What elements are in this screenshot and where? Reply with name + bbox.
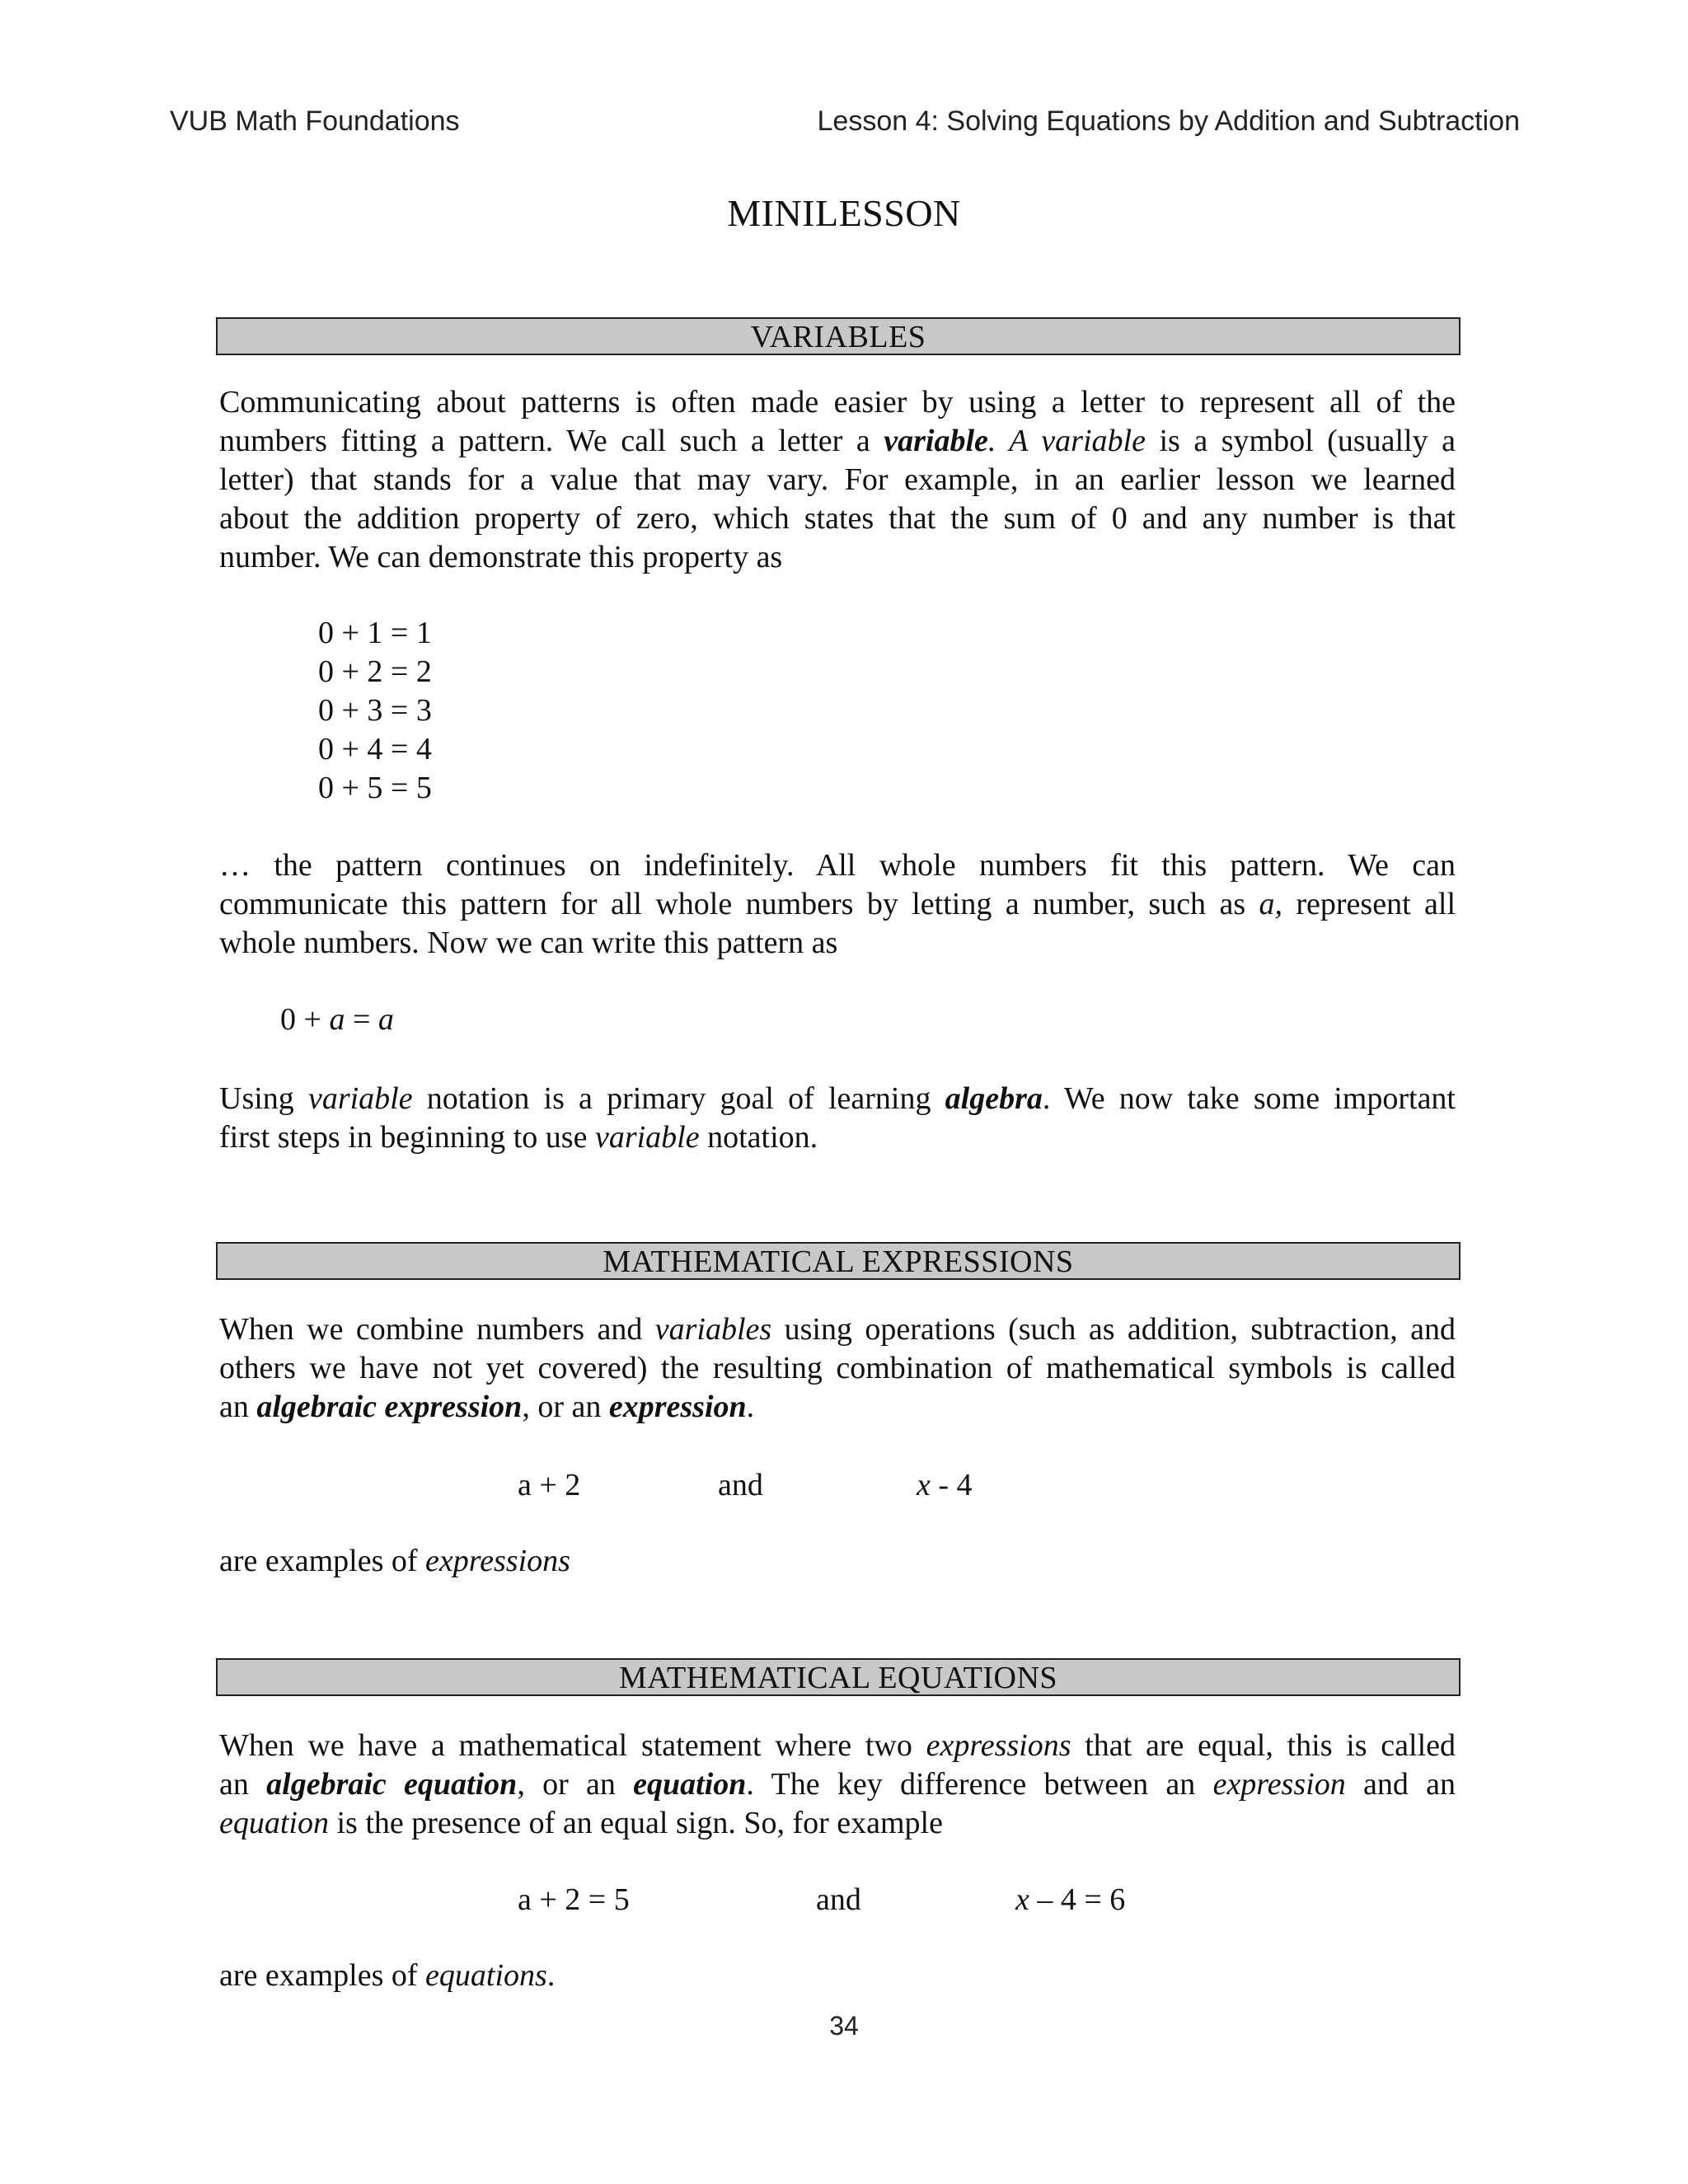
- text-line: an algebraic expression, or an expression.: [219, 1390, 755, 1424]
- text-line: Communicating about patterns is often made easier by using a letter to represent all of the: [219, 385, 1456, 419]
- expression-example-right: x - 4: [917, 1468, 973, 1502]
- equation-example-and: and: [816, 1882, 861, 1917]
- expressions-paragraph: [219, 1310, 1456, 1427]
- pattern-equation: 0 + a = a: [280, 1002, 394, 1037]
- variables-paragraph-1: [219, 383, 1456, 577]
- page-title: MINILESSON: [727, 192, 961, 234]
- equation-line: 0 + 1 = 1: [318, 616, 432, 650]
- equation-line: 0 + 4 = 4: [318, 732, 432, 766]
- equation-example-right: x – 4 = 6: [1015, 1882, 1126, 1917]
- variables-paragraph-2: [219, 846, 1456, 963]
- term-expression: expression: [608, 1390, 747, 1424]
- term-algebraic-expression: algebraic expression: [256, 1390, 523, 1424]
- term-equation: equation: [633, 1767, 747, 1802]
- section-heading-equations: MATHEMATICAL EQUATIONS: [216, 1658, 1461, 1696]
- equation-example-left: a + 2 = 5: [518, 1882, 630, 1917]
- header-course-name: VUB Math Foundations: [170, 105, 460, 137]
- text-line: When we combine numbers and variables using operations (such as addition, subtraction, and: [219, 1312, 1456, 1347]
- page-number: 34: [829, 2011, 859, 2041]
- equations-caption: are examples of equations.: [219, 1958, 556, 1993]
- section-heading-expressions: MATHEMATICAL EXPRESSIONS: [216, 1242, 1461, 1280]
- expressions-caption: are examples of expressions: [219, 1544, 570, 1578]
- text-line: communicate this pattern for all whole numbers by letting a number, such as a, represent all: [219, 887, 1456, 921]
- text-line: about the addition property of zero, which states that the sum of 0 and any number is that: [219, 501, 1456, 536]
- equation-line: 0 + 5 = 5: [318, 771, 432, 805]
- term-algebra: algebra: [945, 1081, 1043, 1116]
- text-line: an algebraic equation, or an equation. The key difference between an expression and an: [219, 1767, 1456, 1802]
- equations-paragraph: [219, 1727, 1456, 1843]
- text-line: equation is the presence of an equal sign. So, for example: [219, 1806, 943, 1840]
- text-line: number. We can demonstrate this property as: [219, 540, 783, 574]
- text-line: first steps in beginning to use variable notation.: [219, 1120, 818, 1155]
- expression-example-left: a + 2: [518, 1468, 581, 1502]
- text-line: letter) that stands for a value that may vary. For example, in an earlier lesson we learned: [219, 462, 1456, 497]
- variables-paragraph-3: [219, 1080, 1456, 1157]
- expression-example-and: and: [718, 1468, 763, 1502]
- text-line: When we have a mathematical statement where two expressions that are equal, this is called: [219, 1728, 1456, 1763]
- addition-zero-equations: [318, 614, 432, 808]
- text-line: … the pattern continues on indefinitely. All whole numbers fit this pattern. We can: [219, 848, 1456, 883]
- section-heading-variables: VARIABLES: [216, 317, 1461, 355]
- text-line: others we have not yet covered) the resulting combination of mathematical symbols is called: [219, 1351, 1456, 1385]
- term-variable: variable: [884, 424, 988, 458]
- text-line: numbers fitting a pattern. We call such a letter a variable. A variable is a symbol (usually a: [219, 424, 1456, 458]
- term-algebraic-equation: algebraic equation: [266, 1767, 518, 1802]
- header-lesson-title: Lesson 4: Solving Equations by Addition and Subtraction: [817, 105, 1520, 137]
- equation-line: 0 + 2 = 2: [318, 654, 432, 689]
- equation-line: 0 + 3 = 3: [318, 693, 432, 728]
- text-line: whole numbers. Now we can write this pattern as: [219, 926, 838, 960]
- text-line: Using variable notation is a primary goal of learning algebra. We now take some important: [219, 1081, 1456, 1116]
